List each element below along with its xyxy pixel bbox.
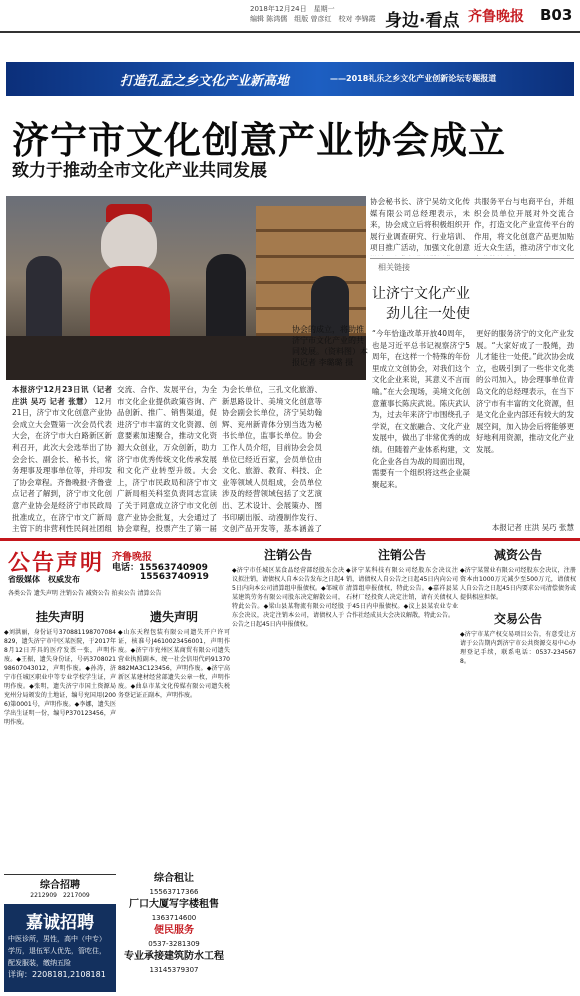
notice-header	[4, 544, 230, 604]
article-column-3: 为会长单位，三孔文化旅游、新思路设计、美境文化创意等协会副会长单位，济宁吴幼翰辉、兖州新青体分别当选为秘书长单位，监事长单位。协会工作人员介绍，目前协会会员单位已经近百家，会员单位由文化、旅游、教育、科技、企业等领域人员组成，会员单位涉及的经营领域包括了文艺演出、艺术设计、会展策办、图书印刷出版、动漫制作发行、文创产品开发等，基本涵盖了	[222, 385, 322, 534]
sidebar-title-line-1: 让济宁文化产业	[372, 286, 470, 302]
ads-col3-text: ◆济宁市任城区某食品经营部经股东会决议拟注销，请债权人自本公告发布之日起45日内向本公司清算组申报债权。◆邹城市某建筑劳务有限公司股东决定解散公司，特此公告。◆梁山县某物流有限公司经股东会决议，决定注销本公司，请债权人于公告之日起45日内申报债权。	[232, 567, 344, 628]
masthead-meta	[250, 4, 376, 24]
rental-phone: 15563717366	[149, 888, 199, 896]
article-subtitle: 致力于推动全市文化产业共同发展	[12, 161, 267, 181]
ads-column-1	[4, 606, 116, 872]
sidebar-title-line-2: 劲儿往一处使	[386, 306, 470, 322]
ads-col5-text-2: ◆济宁市某产权交易项目公告，有意受让方请于公告期内到济宁市公共资源交易中心办理登记手续，联系电话：0537-2345678。	[460, 631, 576, 665]
ads-col2-text: ◆山东天程包装有限公司遗失开户许可证，核准号J4610023456001，声明作废。◆济宁市兖州区某商贸有限公司遗失营业执照副本，统一社会信用代码91370882MA3C123456，声明作废。◆济宁高新区某建材经营部遗失公章一枚，声明作废。◆曲阜市某文化传媒有限公司遗失税务登记证正副本，声明作废。	[118, 629, 230, 699]
ads-col3-title: 注销公告	[263, 548, 312, 562]
jiacheng-recruit-ad	[4, 904, 116, 992]
article-column-1	[12, 384, 112, 534]
rental-service-ad	[118, 872, 230, 992]
article-byline: 本报济宁12月23日讯（记者 庄洪 吴巧 记者 张慧）	[12, 385, 112, 406]
recruit-phone: 2212909 2217009	[30, 892, 90, 899]
waterproof-ad-phone: 13145379307	[149, 966, 199, 974]
ads-column-2	[118, 606, 230, 866]
recruit-title: 综合招聘	[40, 880, 80, 891]
jiacheng-title: 嘉诚招聘	[26, 913, 94, 933]
article-column-2: 交流、合作、发展平台，为全市文化企业提供政策咨询、产品创新、推广、销售渠道，促进济宁市丰富的文化资源、创意要素加速聚合，推动文化资源大众创业，万众创新，助力济宁市优秀传统文化传承发展和文化产业转型升级。大会上，济宁市民政局和济宁市文广新局相关科室负责同志宣读了关于同意成立济宁市文化创意产业协会批复，大会通过了协会章程，投票产生了第一届	[117, 385, 217, 534]
ads-divider	[0, 538, 580, 541]
notice-phone-1: 电话：15563740909	[112, 563, 208, 573]
sidebar-column-2: 更好的服务济宁的文化产业发展。“大家好成了一股绳，劲儿才能往一处使。”此次协会成立，也吸引到了一些非文化类的公司加入，协会理事单位青岛文化的总经理表示，在当下济宁市有丰富的文化资源，但是文化企业内部还有较大的发展空间，加入协会后将能够更好地利用资源，推动文化产业发展。	[476, 329, 574, 454]
ads-column-5	[460, 544, 576, 992]
ads-column-4	[346, 544, 458, 992]
article-column-5: 共服务平台与电商平台，并组织会员单位开展对外交流合作，打造文化产业宣传平台的作用，将文化创意产品更加贴近大众生活，推动济宁市文化	[474, 197, 574, 253]
notice-brand: 齐鲁晚报	[112, 552, 152, 563]
notice-title: 公告声明	[8, 550, 105, 576]
sidebar-column-1: “今年恰逢改革开放40周年，也是习近平总书记视察济宁5周年，在这样一个特殊的年份里成立文创协会，对我们这个文化企业来说，其意义不言而喻。”在大会现场，美境文化创意董事长陈庆武说。陈庆武认为，过去年来济宁市围绕孔子学说，在文旅融合、文化产业发展中，做出了非常优秀的成绩。但随着产业体系构建，文化企业各自为战的局面出现，需要有一个组织将这些企业凝聚起来。	[372, 329, 470, 489]
article-title: 济宁市文化创意产业协会成立	[12, 119, 506, 162]
waterproof-ad-text: 专业承接建筑防水工程	[124, 951, 224, 962]
rental-title: 综合租让	[154, 873, 194, 884]
banner-subheadline: ——2018礼乐之乡文化产业创新论坛专题报道	[330, 74, 497, 83]
sidebar-title	[372, 284, 470, 324]
convenience-service-phone: 0537-3281309	[148, 940, 200, 948]
office-lease-phone: 1363714600	[151, 914, 197, 922]
jiacheng-phone: 详询：2208181,2108181	[8, 970, 106, 979]
section-name: 身边·看点	[385, 11, 460, 31]
notice-categories: 各类公告 遗失声明 注销公告 减资公告 拍卖公告 清算公告	[8, 590, 162, 597]
ads-col5-text: ◆济宁某置业有限公司经股东会决议，注册资本由1000万元减少至500万元，请债权人自公告之日起45日内要求公司清偿债务或提供相应担保。	[460, 567, 576, 601]
banner-headline: 打造孔孟之乡文化产业新高地	[120, 74, 290, 89]
ads-col5-title-2: 交易公告	[493, 612, 542, 626]
ads-column-3	[232, 544, 344, 992]
ads-col2-title: 遗失声明	[149, 610, 198, 624]
editor-credits: 编辑 陈鸿儒 组版 曾彦红 校对 李锦霞	[250, 15, 376, 23]
article-col1-text: 12月21日，济宁市文化创意产业协会成立大会暨第一次会员代表大会，在济宁市大白路新区新利召开，此次大会选举出了协会会长、副会长、秘书长，常务理事及理事单位等，并印发了协会章程。齐鲁晚报·齐鲁壹点记者了解到，济宁市文化创意产业协会是经济宁市民政局批准成立，在济宁市文广新局主管下的非营利性民间社团组	[12, 396, 112, 534]
issue-date: 2018年12月24日 星期一	[250, 5, 335, 13]
classified-ads	[4, 544, 576, 992]
recruit-box	[4, 874, 116, 901]
ads-col4-title: 注销公告	[377, 548, 426, 562]
article-column-4: 协会秘书长、济宁吴幼文化传媒有限公司总经理表示，未来，协会成立后将积极组织开展行业调查研究、行业培训、项目推广活动，加强文化创意	[370, 197, 470, 253]
notice-slogan: 省级媒体 权威发布	[8, 575, 80, 584]
ads-col1-title: 挂失声明	[35, 610, 84, 624]
office-lease-text: 厂口大厦写字楼租售	[129, 899, 219, 910]
newspaper-logo: 齐鲁晚报	[468, 9, 524, 25]
jiacheng-details: 中医诊所，男性，高中（中专）学历，退伍军人优先，管吃住，配发服装，缴纳五险	[8, 935, 106, 967]
sidebar-tag: 相关链接	[378, 263, 410, 272]
ads-col1-text: ◆刘洪丽，身份证号370881198707084829，遗失济宁市中区某医院，于2017年8月12日开具的医疗发票一张，声明作废。◆王振，遗失身份证，号码370802198607043012，声明作废。◆孙涛，济宁市任城区职业中等专业学校学生证，声明作废。◆张明，遗失济宁市国土资源局兖州分局颁发的土地证，编号兖国用(2006)第0001号，声明作废。◆李娜，遗失医学出生证明一份，编号P370123456，声明作废。	[4, 629, 116, 726]
convenience-service-title: 便民服务	[154, 925, 194, 936]
ads-col5-title: 减资公告	[493, 548, 542, 562]
sidebar-divider	[370, 258, 574, 259]
ads-col4-text: ◆济宁某科技有限公司经股东会决议注销，请债权人自公告之日起45日内向公司清算组申报债权，特此公告。◆嘉祥县某石材厂经投资人决定注销，请有关债权人于45日内申报债权。◆汶上县某农业专业合作社经成员大会决议解散，特此公告。	[346, 567, 458, 619]
header-divider	[0, 31, 580, 33]
sidebar-reporter: 本报记者 庄洪 吴巧 张慧	[491, 523, 574, 532]
notice-phone-2: 15563740919	[140, 572, 209, 582]
page-number: B03	[540, 6, 573, 24]
photo-caption: 协会的成立，将助推济宁市文化产业的共同发展。（资料图）本报记者 李璐璐 摄	[292, 325, 368, 367]
